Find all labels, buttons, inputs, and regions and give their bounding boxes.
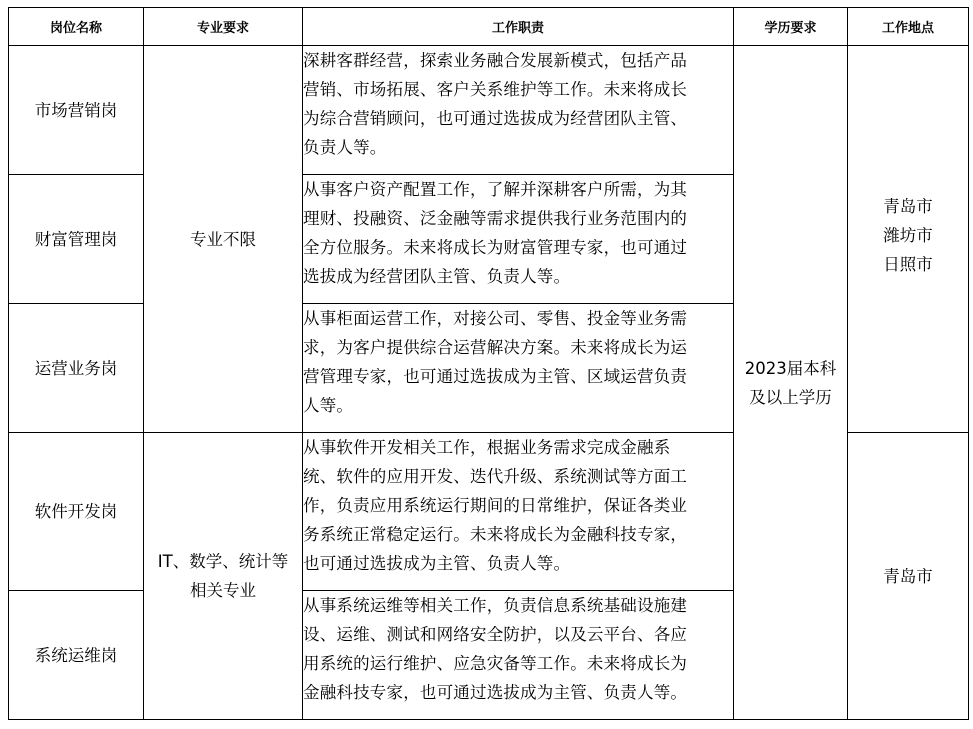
position-cell: 系统运维岗 bbox=[9, 591, 144, 720]
duties-cell: 从事系统运维等相关工作，负责信息系统基础设施建 设、运维、测试和网络安全防护，以及云平台、各应 用系统的运行维护、应急灾备等工作。未来将成长为 金融科技专家，也可通过选拔成为主管、负责人等。 bbox=[303, 591, 734, 720]
major-cell: 专业不限 bbox=[144, 46, 303, 433]
major-cell: IT、数学、统计等 相关专业 bbox=[144, 433, 303, 720]
header-position: 岗位名称 bbox=[9, 8, 144, 46]
position-cell: 运营业务岗 bbox=[9, 304, 144, 433]
position-cell: 财富管理岗 bbox=[9, 175, 144, 304]
duties-cell: 从事客户资产配置工作，了解并深耕客户所需，为其 理财、投融资、泛金融等需求提供我行业务范围内的 全方位服务。未来将成长为财富管理专家，也可通过 选拔成为经营团队主管、负责人等。 bbox=[303, 175, 734, 304]
table-row bbox=[9, 46, 969, 175]
position-cell: 市场营销岗 bbox=[9, 46, 144, 175]
education-cell: 2023届本科 及以上学历 bbox=[734, 46, 848, 720]
duties-cell: 从事柜面运营工作，对接公司、零售、投金等业务需 求，为客户提供综合运营解决方案。未来将成长为运 营管理专家，也可通过选拔成为主管、区域运营负责 人等。 bbox=[303, 304, 734, 433]
location-cell: 青岛市 bbox=[848, 433, 969, 720]
duties-cell: 从事软件开发相关工作，根据业务需求完成金融系 统、软件的应用开发、迭代升级、系统测试等方面工 作，负责应用系统运行期间的日常维护，保证各类业 务系统正常稳定运行。未来将成长为金融科技专家， 也可通过选拔成为主管、负责人等。 bbox=[303, 433, 734, 591]
header-row bbox=[9, 8, 969, 46]
location-cell: 青岛市 潍坊市 日照市 bbox=[848, 46, 969, 433]
recruitment-table bbox=[8, 7, 969, 720]
duties-cell: 深耕客群经营，探索业务融合发展新模式，包括产品 营销、市场拓展、客户关系维护等工作。未来将成长 为综合营销顾问，也可通过选拔成为经营团队主管、 负责人等。 bbox=[303, 46, 734, 175]
header-duties: 工作职责 bbox=[303, 8, 734, 46]
header-education: 学历要求 bbox=[734, 8, 848, 46]
header-major: 专业要求 bbox=[144, 8, 303, 46]
position-cell: 软件开发岗 bbox=[9, 433, 144, 591]
header-location: 工作地点 bbox=[848, 8, 969, 46]
